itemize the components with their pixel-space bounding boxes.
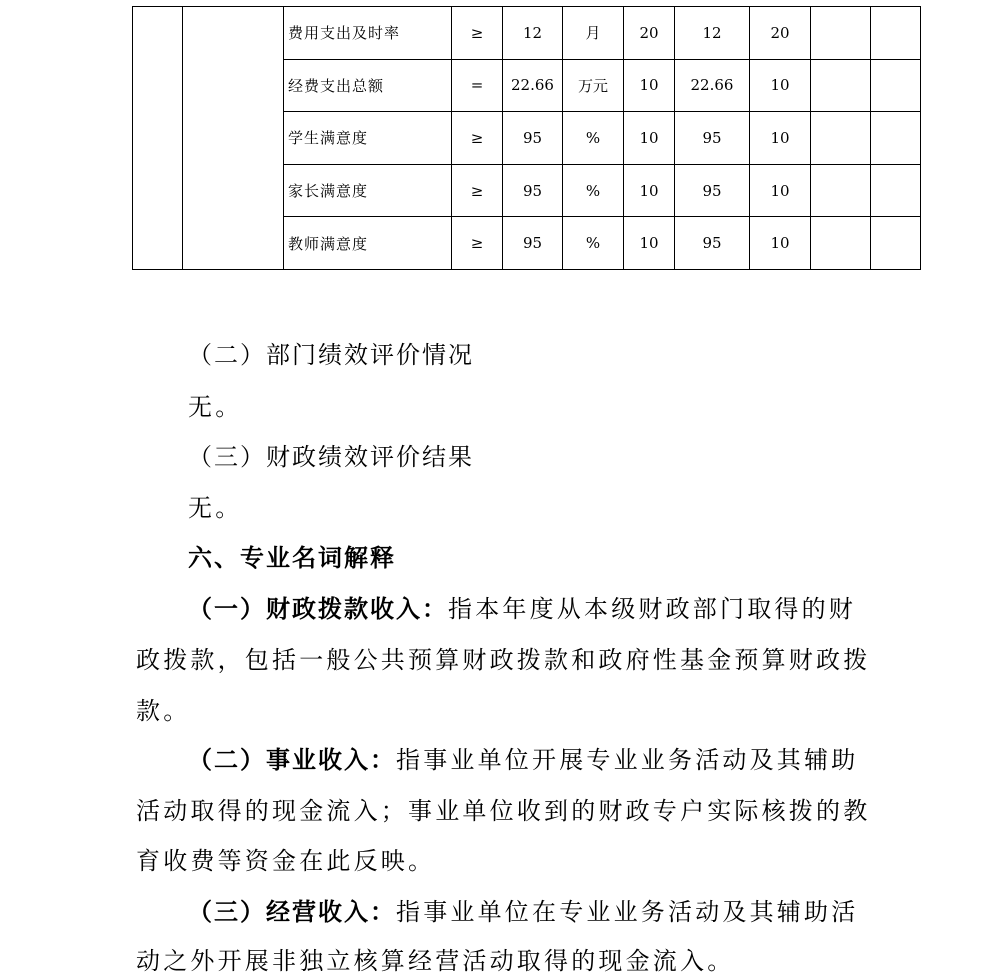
section-body-finance-evaluation: 无。	[188, 494, 243, 522]
blank-cell	[133, 7, 183, 270]
glossary-item-line: 活动取得的现金流入；事业单位收到的财政专户实际核拨的教	[136, 797, 871, 825]
indicator-target: 22.66	[503, 59, 563, 112]
indicator-operator: =	[452, 59, 503, 112]
glossary-item-line	[188, 745, 1000, 775]
blank-cell	[811, 59, 871, 112]
indicator-operator: ≥	[452, 112, 503, 165]
glossary-item-line: 育收费等资金在此反映。	[136, 847, 436, 875]
blank-cell	[871, 164, 921, 217]
indicator-score: 10	[750, 217, 811, 270]
section-heading-dept-evaluation: （二）部门绩效评价情况	[188, 341, 474, 369]
indicator-weight: 10	[624, 217, 675, 270]
indicator-actual: 95	[675, 112, 750, 165]
indicator-name: 教师满意度	[284, 217, 452, 270]
indicator-unit: %	[563, 217, 624, 270]
blank-cell	[811, 164, 871, 217]
indicator-target: 12	[503, 7, 563, 60]
indicator-actual: 95	[675, 217, 750, 270]
glossary-definition: 指事业单位在专业业务活动及其辅助活	[396, 898, 859, 926]
table-row	[133, 7, 921, 60]
indicator-score: 20	[750, 7, 811, 60]
indicator-name: 学生满意度	[284, 112, 452, 165]
glossary-item-line	[188, 897, 1000, 927]
indicator-score: 10	[750, 112, 811, 165]
performance-metrics-table	[132, 6, 921, 270]
blank-cell	[811, 7, 871, 60]
indicator-target: 95	[503, 164, 563, 217]
indicator-weight: 10	[624, 59, 675, 112]
indicator-actual: 95	[675, 164, 750, 217]
glossary-item-line	[188, 594, 1000, 624]
indicator-operator: ≥	[452, 7, 503, 60]
glossary-term: （一）财政拨款收入：	[188, 595, 448, 623]
blank-cell	[871, 7, 921, 60]
blank-cell	[871, 112, 921, 165]
indicator-score: 10	[750, 164, 811, 217]
indicator-target: 95	[503, 217, 563, 270]
indicator-unit: 万元	[563, 59, 624, 112]
indicator-weight: 10	[624, 164, 675, 217]
indicator-name: 费用支出及时率	[284, 7, 452, 60]
blank-cell	[871, 59, 921, 112]
indicator-unit: %	[563, 164, 624, 217]
glossary-item-line: 动之外开展非独立核算经营活动取得的现金流入。	[136, 947, 735, 975]
indicator-name: 家长满意度	[284, 164, 452, 217]
glossary-term: （二）事业收入：	[188, 746, 396, 774]
blank-cell	[811, 217, 871, 270]
indicator-actual: 12	[675, 7, 750, 60]
glossary-item-line: 政拨款，包括一般公共预算财政拨款和政府性基金预算财政拨	[136, 646, 871, 674]
section-body-dept-evaluation: 无。	[188, 393, 243, 421]
glossary-item-line: 款。	[136, 697, 191, 725]
indicator-unit: %	[563, 112, 624, 165]
indicator-operator: ≥	[452, 217, 503, 270]
indicator-name: 经费支出总额	[284, 59, 452, 112]
blank-cell	[871, 217, 921, 270]
section-heading-finance-evaluation: （三）财政绩效评价结果	[188, 443, 474, 471]
indicator-actual: 22.66	[675, 59, 750, 112]
glossary-term: （三）经营收入：	[188, 898, 396, 926]
indicator-target: 95	[503, 112, 563, 165]
indicator-operator: ≥	[452, 164, 503, 217]
blank-cell	[811, 112, 871, 165]
indicator-score: 10	[750, 59, 811, 112]
indicator-weight: 20	[624, 7, 675, 60]
blank-cell	[183, 7, 284, 270]
glossary-definition: 指本年度从本级财政部门取得的财	[448, 595, 856, 623]
glossary-definition: 指事业单位开展专业业务活动及其辅助	[396, 746, 859, 774]
indicator-unit: 月	[563, 7, 624, 60]
section-heading-glossary: 六、专业名词解释	[188, 544, 396, 572]
indicator-weight: 10	[624, 112, 675, 165]
